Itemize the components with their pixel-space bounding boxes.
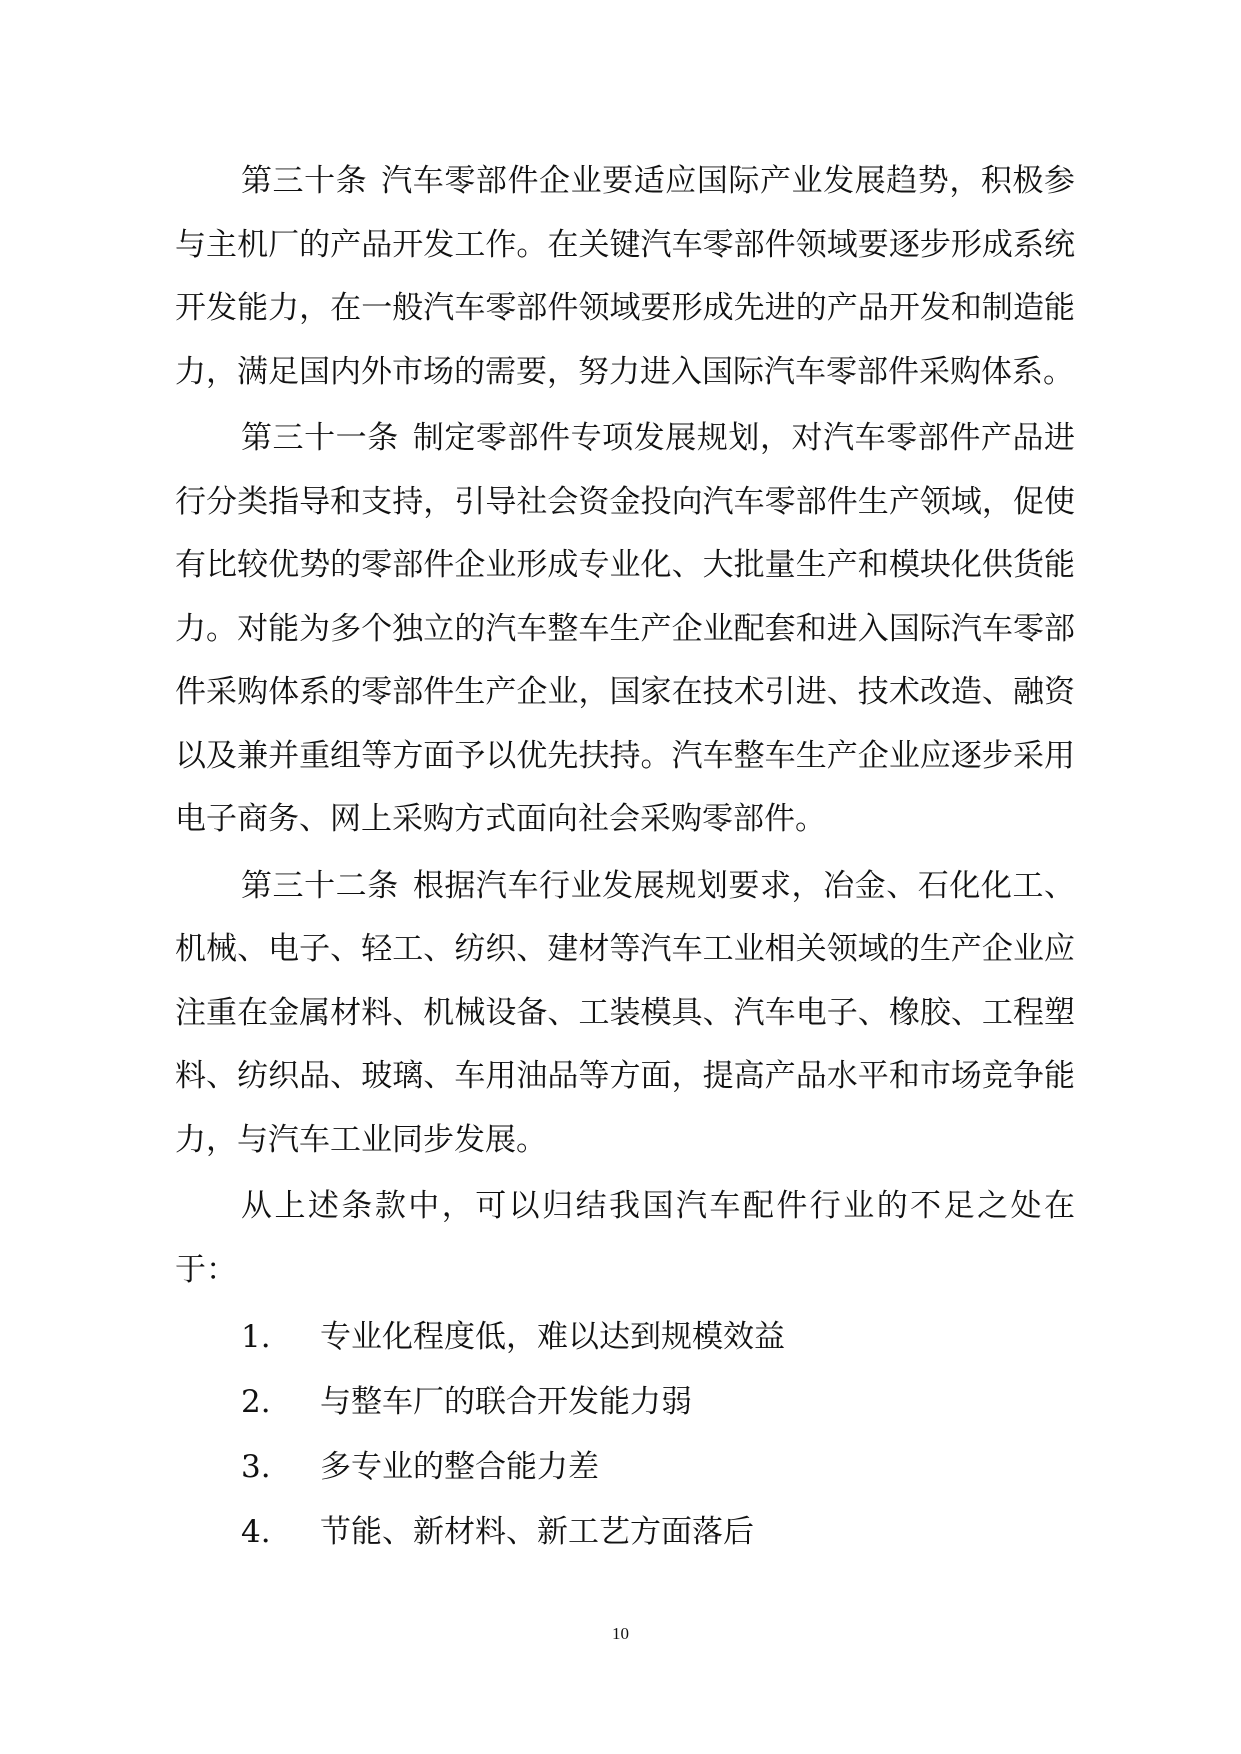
list-item-number: 4. <box>241 1514 271 1550</box>
article-text: 汽车零部件企业要适应国际产业发展趋势，积极参与主机厂的产品开发工作。在关键汽车零部件领域要逐步形成系统开发能力，在一般汽车零部件领域要形成先进的产品开发和制造能力，满足国内外市场的需要，努力进入国际汽车零部件采购体系。 <box>175 163 1076 390</box>
article-31 <box>175 407 1075 852</box>
article-label: 第三十一条 <box>241 420 399 456</box>
list-item <box>175 1500 1075 1565</box>
article-text: 根据汽车行业发展规划要求，冶金、石化化工、机械、电子、轻工、纺织、建材等汽车工业相关领域的生产企业应注重在金属材料、机械设备、工装模具、汽车电子、橡胶、工程塑料、纺织品、玻璃、车用油品等方面，提高产品水平和市场竞争能力，与汽车工业同步发展。 <box>175 867 1076 1158</box>
list-item-text: 与整车厂的联合开发能力弱 <box>320 1384 692 1420</box>
list-item-number: 3. <box>241 1449 271 1485</box>
list-item-number: 1. <box>241 1319 271 1355</box>
list-item <box>175 1305 1075 1370</box>
list-item-text: 节能、新材料、新工艺方面落后 <box>320 1514 754 1550</box>
list-item <box>175 1435 1075 1500</box>
list-item-text: 专业化程度低，难以达到规模效益 <box>320 1319 785 1355</box>
list-item-text: 多专业的整合能力差 <box>320 1449 599 1485</box>
article-32 <box>175 855 1075 1173</box>
document-body <box>175 150 1075 1565</box>
summary-paragraph: 从上述条款中，可以归结我国汽车配件行业的不足之处在于： <box>175 1188 1075 1288</box>
list-item-number: 2. <box>241 1384 271 1420</box>
deficiency-list <box>175 1305 1075 1565</box>
article-label: 第三十条 <box>241 163 368 199</box>
article-label: 第三十二条 <box>241 867 399 904</box>
article-30 <box>175 150 1075 404</box>
article-text: 制定零部件专项发展规划，对汽车零部件产品进行分类指导和支持，引导社会资金投向汽车零部件生产领域，促使有比较优势的零部件企业形成专业化、大批量生产和模块化供货能力。对能为多个独立的汽车整车生产企业配套和进入国际汽车零部件采购体系的零部件生产企业，国家在技术引进、技术改造、融资以及兼并重组等方面予以优先扶持。汽车整车生产企业应逐步采用电子商务、网上采购方式面向社会采购零部件。 <box>175 420 1076 837</box>
page-number: 10 <box>612 1624 629 1643</box>
list-item <box>175 1370 1075 1435</box>
